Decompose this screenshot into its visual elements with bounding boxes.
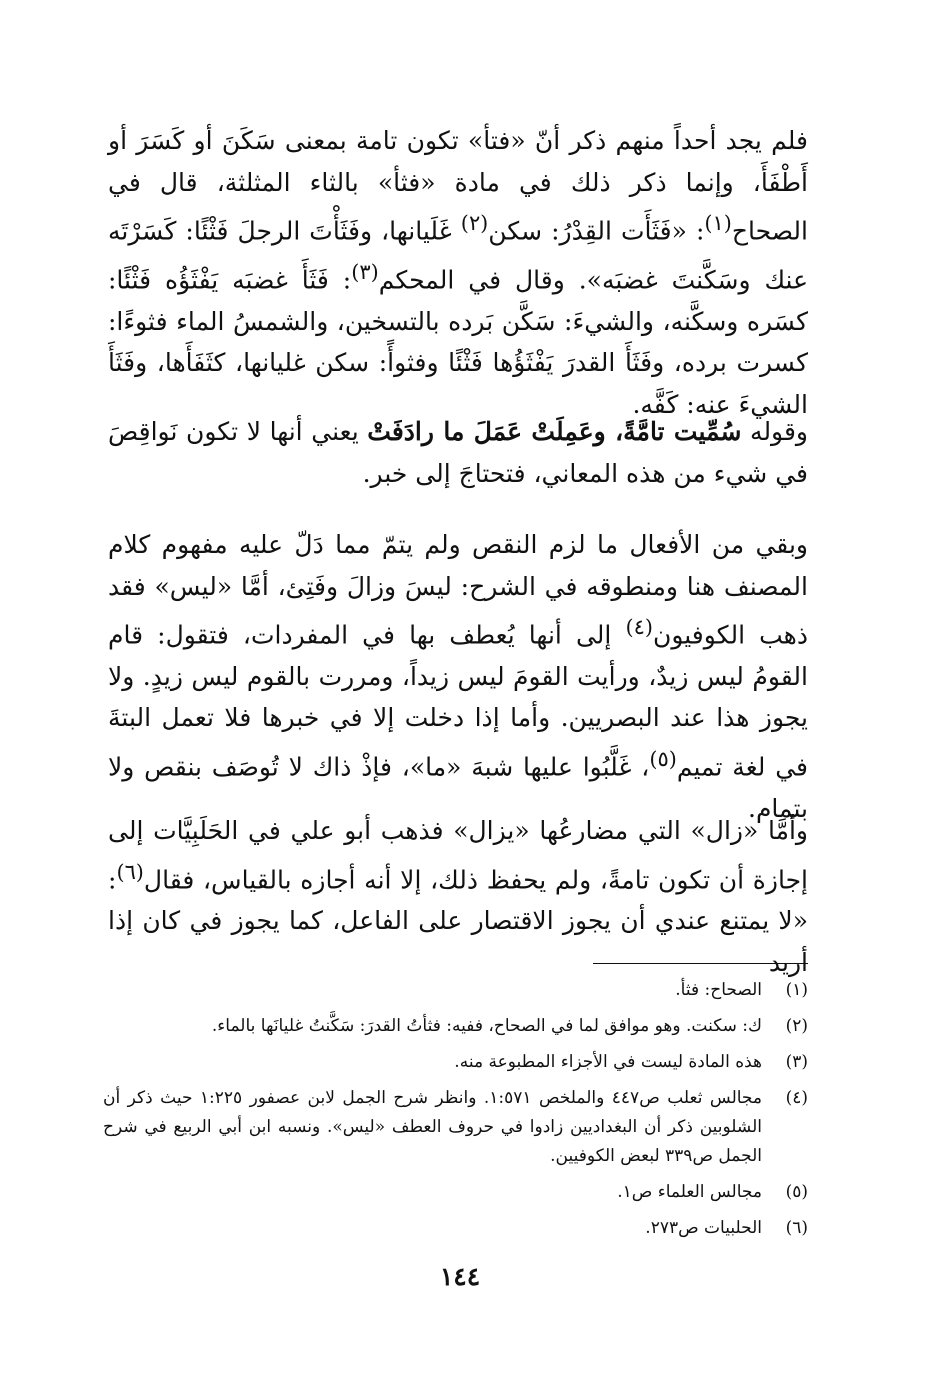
- footnote-text: مجالس ثعلب ص٤٤٧ والملخص ١:٥٧١. وانظر شرح الجمل لابن عصفور ١:٢٢٥ حيث ذكر أن الشلوبين ذكر أن البغداديين زادوا في حروف العطف «ليس». ونسبه ابن أبي الربيع في شرح الجمل ص٣٣٩ لبعض الكوفيين.: [103, 1088, 763, 1166]
- footnote-number: (٣): [785, 1052, 808, 1072]
- footnote-text: الصحاح: فثأ.: [675, 980, 762, 1000]
- text-run: وبقي من الأفعال ما لزم النقص ولم يتمّ مما دَلّ عليه مفهوم كلام المصنف هنا ومنطوقه في الشرح: ليسَ وزالَ وفَتِئ، أمَّا «ليس» فقد ذهب الكوفيون: [108, 530, 809, 650]
- text-run: وأمَّا «زال» التي مضارعُها «يزال» فذهب أبو علي في الحَلَبِيَّات إلى إجازة أن تكون تامةً، ولم يحفظ ذلك، إلا أنه أجازه بالقياس، فقال: [108, 816, 808, 894]
- footnote-4: [103, 1084, 808, 1171]
- footnote-text: ك: سكنت. وهو موافق لما في الصحاح، ففيه: فثأتُ القدرَ: سَكَّنتُ غليانَها بالماء.: [211, 1016, 762, 1036]
- footnote-number: (٢): [785, 1016, 808, 1036]
- footnote-ref-4: (٤): [625, 615, 653, 639]
- footnote-ref-1: (١): [704, 211, 732, 235]
- footnote-2: [103, 1012, 808, 1041]
- footnote-number: (٤): [785, 1088, 808, 1108]
- text-run: : فَثَأَ غضبَه يَفْثَؤُه فَثْئًا: كسَره وسكَّنه، والشيءَ: سَكَّن بَرده بالتسخين، والشمسُ الماء فثوءًا: كسرت برده، وفَثَأَ القدرَ يَفْثَؤُها فَثْئًا وفثوأً: سكن غليانها، كثَفَأَها، وفَثَأَ الشيءَ عنه: كَفَّه.: [108, 265, 808, 419]
- footnote-6: [103, 1214, 808, 1243]
- paragraph-4: [108, 810, 808, 983]
- paragraph-2: [108, 411, 808, 494]
- text-run: فلم يجد أحداً منهم ذكر أنّ «فتأ» تكون تامة بمعنى سَكَنَ أو كَسَرَ أو أَطْفَأَ، وإنما ذكر ذلك في مادة «فثأ» بالثاء المثلثة، قال في الصحاح: [108, 126, 808, 246]
- footnote-text: هذه المادة ليست في الأجزاء المطبوعة منه.: [454, 1052, 762, 1072]
- footnote-ref-6: (٦): [116, 859, 144, 884]
- footnote-3: [103, 1048, 808, 1077]
- text-run: : «لا يمتنع عندي أن يجوز الاقتصار على الفاعل، كما يجوز في كان إذا أريد: [108, 864, 808, 977]
- footnote-text: مجالس العلماء ص١.: [617, 1182, 762, 1202]
- footnote-number: (١): [785, 980, 808, 1000]
- page-number: ١٤٤: [439, 1262, 481, 1291]
- footnote-text: الحلبيات ص٢٧٣.: [645, 1218, 762, 1238]
- text-run: ، غَلَّبُوا عليها شبهَ «ما»، فإذْ ذاك لا تُوصَف بنقص ولا بتمام.: [108, 752, 808, 823]
- paragraph-1: [108, 120, 808, 425]
- footnotes-list: [103, 976, 808, 1250]
- footnote-number: (٥): [785, 1182, 808, 1202]
- text-run: غَلَيانها، وفَثَأْتَ الرجلَ فَثْئًا: كَسَرْتَه عنك وسَكَّنتَ غضبَه». وقال في المحكم: [108, 216, 809, 295]
- paragraph-3: [108, 524, 808, 829]
- text-run: يعني أنها لا تكون نَواقِصَ في شيء من هذه المعاني، فتحتاجَ إلى خبر.: [108, 417, 808, 488]
- footnote-number: (٦): [785, 1218, 808, 1238]
- footnote-ref-2: (٢): [460, 211, 489, 235]
- footnote-separator: [593, 963, 808, 964]
- footnote-5: [103, 1178, 808, 1207]
- footnote-ref-5: (٥): [649, 746, 677, 771]
- text-run: إلى أنها يُعطف بها في المفردات، فتقول: قام القومُ ليس زيدٌ، ورأيت القومَ ليس زيداً، ومررت بالقوم ليس زيدٍ. ولا يجوز هذا عند البصريين. وأما إذا دخلت إلا في خبرها فلا تعمل البتةَ في لغة تميم: [108, 620, 808, 782]
- footnote-ref-3: (٣): [351, 259, 379, 284]
- quoted-matn: سُمِّيت تامَّةً، وعَمِلَتْ عَمَلَ ما رادَفَتْ: [367, 417, 742, 446]
- text-run: وقوله: [741, 417, 808, 446]
- text-run: : «فَثَأَت القِدْرُ: سكن: [488, 216, 705, 246]
- footnote-1: [103, 976, 808, 1005]
